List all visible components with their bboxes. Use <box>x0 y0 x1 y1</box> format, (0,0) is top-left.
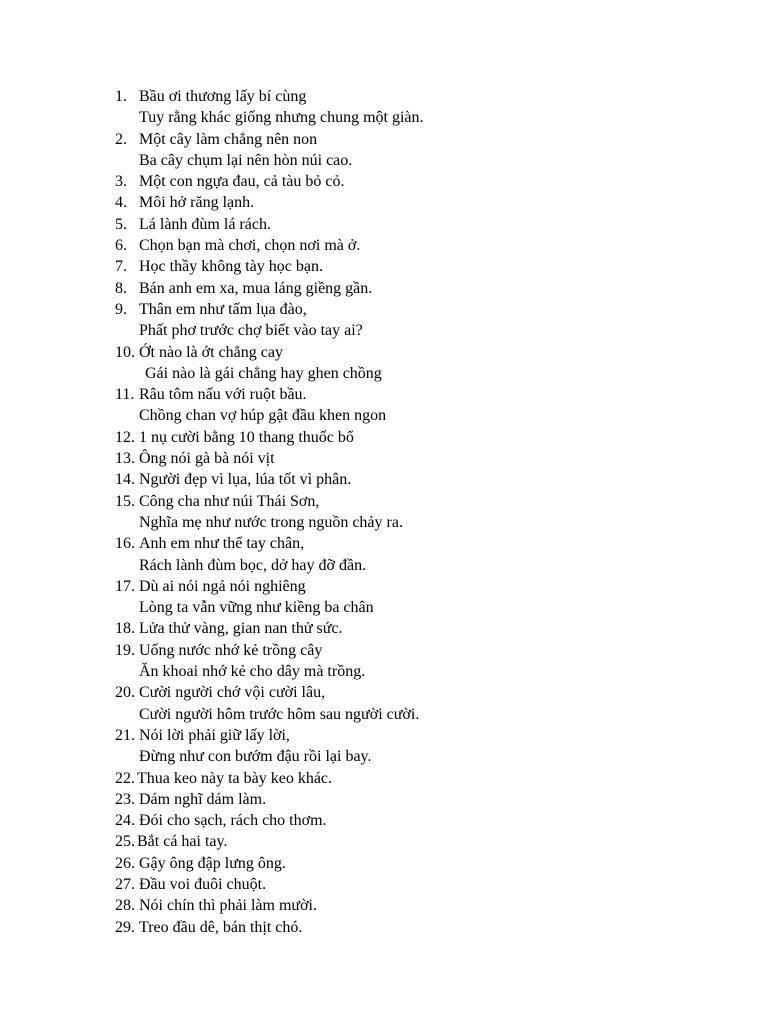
item-text: Ăn khoai nhớ kẻ cho dây mà trồng. <box>139 663 366 681</box>
list-item-continuation <box>115 661 735 682</box>
item-number: 24. <box>115 812 135 830</box>
list-item <box>115 682 735 703</box>
item-text: Gậy ông đập lưng ông. <box>139 854 286 872</box>
list-item <box>115 640 735 661</box>
item-text: Môi hở răng lạnh. <box>139 194 255 212</box>
item-number: 23. <box>115 790 135 808</box>
list-item <box>115 810 735 831</box>
list-item <box>115 725 735 746</box>
list-item <box>115 171 735 192</box>
item-text: Cười người hôm trước hôm sau người cười. <box>139 705 420 723</box>
list-item <box>115 895 735 916</box>
item-text: Treo đầu dê, bán thịt chó. <box>139 918 303 936</box>
list-item <box>115 214 735 235</box>
list-item <box>115 235 735 256</box>
item-number: 28. <box>115 897 135 915</box>
item-number: 5. <box>115 215 127 233</box>
list-item <box>115 129 735 150</box>
item-number: 27. <box>115 875 135 893</box>
list-item <box>115 86 735 107</box>
list-item <box>115 768 735 789</box>
item-number: 6. <box>115 237 127 255</box>
item-text: Học thầy không tày học bạn. <box>139 258 323 276</box>
item-number: 19. <box>115 641 135 659</box>
item-text: Nói lời phải giữ lấy lời, <box>139 726 290 744</box>
list-item-continuation <box>115 150 735 171</box>
item-number: 16. <box>115 535 135 553</box>
item-text: Thân em như tấm lụa đào, <box>139 300 307 318</box>
list-item-continuation <box>115 107 735 128</box>
item-number: 13. <box>115 450 135 468</box>
item-number: 3. <box>115 173 127 191</box>
item-number: 14. <box>115 471 135 489</box>
item-text: Râu tôm nấu với ruột bầu. <box>139 386 307 404</box>
item-number: 9. <box>115 300 127 318</box>
item-number: 26. <box>115 854 135 872</box>
list-item-continuation <box>115 597 735 618</box>
list-item <box>115 342 735 363</box>
item-number: 2. <box>115 130 127 148</box>
list-item-continuation <box>115 363 735 384</box>
item-number: 29. <box>115 918 135 936</box>
list-item-continuation <box>115 320 735 341</box>
list-item <box>115 874 735 895</box>
item-text: Ớt nào là ớt chẳng cay <box>139 343 283 361</box>
list-item <box>115 917 735 938</box>
item-text: Lòng ta vẫn vững như kiềng ba chân <box>139 599 374 617</box>
item-text: Cười người chớ vội cười lâu, <box>139 684 326 702</box>
item-text: Bầu ơi thương lấy bí cùng <box>139 88 307 105</box>
item-text: Bán anh em xa, mua láng giềng gần. <box>139 279 373 297</box>
item-text: Một con ngựa đau, cả tàu bỏ cỏ. <box>139 173 345 191</box>
item-text: Ông nói gà bà nói vịt <box>139 450 275 468</box>
item-text: Gái nào là gái chẳng hay ghen chồng <box>145 364 382 382</box>
item-text: Dám nghĩ dám làm. <box>139 790 267 808</box>
list-item <box>115 192 735 213</box>
item-text: Một cây làm chẳng nên non <box>139 130 318 148</box>
list-item <box>115 384 735 405</box>
item-text: Phất phơ trước chợ biết vào tay ai? <box>139 322 363 340</box>
item-number: 10. <box>115 343 135 361</box>
item-number: 1. <box>115 88 127 105</box>
item-text: Nói chín thì phải làm mười. <box>139 897 317 915</box>
item-text: Đầu voi đuôi chuột. <box>139 875 267 893</box>
item-text: Thua keo này ta bày keo khác. <box>137 769 333 787</box>
item-number: 17. <box>115 577 135 595</box>
item-text: Anh em như thể tay chân, <box>139 535 305 553</box>
list-item <box>115 448 735 469</box>
item-number: 12. <box>115 428 135 446</box>
item-text: Công cha như núi Thái Sơn, <box>139 492 320 510</box>
list-item <box>115 533 735 554</box>
list-item <box>115 256 735 277</box>
item-text: Đói cho sạch, rách cho thơm. <box>139 812 327 830</box>
item-number: 4. <box>115 194 127 212</box>
list-item <box>115 853 735 874</box>
list-item-continuation <box>115 746 735 767</box>
item-text: Nghĩa mẹ như nước trong nguồn chảy ra. <box>139 513 403 531</box>
item-number: 11. <box>115 386 135 404</box>
item-text: Đừng như con bướm đậu rồi lại bay. <box>139 748 372 766</box>
item-number: 8. <box>115 279 127 297</box>
item-text: Uống nước nhớ kẻ trồng cây <box>139 641 323 659</box>
list-item <box>115 831 735 852</box>
item-text: Bắt cá hai tay. <box>137 833 228 851</box>
item-text: Người đẹp vì lụa, lúa tốt vì phân. <box>139 471 352 489</box>
list-item <box>115 789 735 810</box>
item-number: 21. <box>115 726 135 744</box>
item-text: Rách lành đùm bọc, dở hay đỡ đần. <box>139 556 367 574</box>
list-item-continuation <box>115 512 735 533</box>
item-text: Lửa thử vàng, gian nan thử sức. <box>139 620 343 638</box>
list-item-continuation <box>115 555 735 576</box>
item-number: 20. <box>115 684 135 702</box>
list-item <box>115 469 735 490</box>
item-number: 22. <box>115 769 135 787</box>
proverb-list <box>115 86 735 938</box>
item-text: Chồng chan vợ húp gật đầu khen ngon <box>139 407 387 425</box>
item-number: 15. <box>115 492 135 510</box>
item-text: Dù ai nói ngả nói nghiêng <box>139 577 306 595</box>
list-item <box>115 299 735 320</box>
list-item <box>115 576 735 597</box>
list-item <box>115 618 735 639</box>
item-text: Tuy rằng khác giống nhưng chung một giàn. <box>139 109 424 127</box>
list-item-continuation <box>115 704 735 725</box>
item-number: 18. <box>115 620 135 638</box>
list-item <box>115 278 735 299</box>
item-text: Chọn bạn mà chơi, chọn nơi mà ở. <box>139 237 361 255</box>
list-item <box>115 427 735 448</box>
item-number: 7. <box>115 258 127 276</box>
item-text: Lá lành đùm lá rách. <box>139 215 271 233</box>
list-item <box>115 491 735 512</box>
list-item-continuation <box>115 405 735 426</box>
item-text: 1 nụ cười bằng 10 thang thuốc bổ <box>139 428 354 446</box>
item-number: 25. <box>115 833 135 851</box>
item-text: Ba cây chụm lại nên hòn núi cao. <box>139 151 353 169</box>
